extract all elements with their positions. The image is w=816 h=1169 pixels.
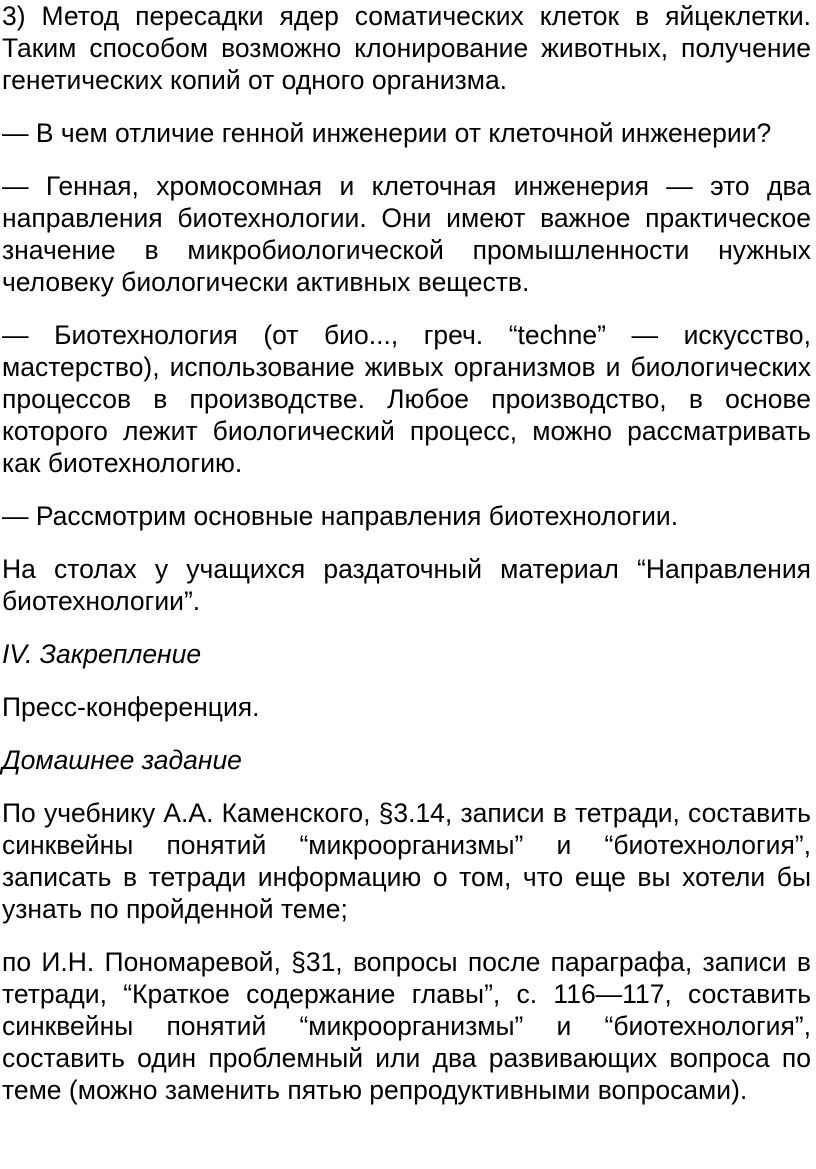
- section-heading-consolidation: IV. Закрепление: [2, 639, 202, 669]
- paragraph-homework-ponomareva: по И.Н. Пономаревой, §31, вопросы после параграфа, записи в тетради, “Краткое содержание главы”, с. 116—117, составить синквейны понятий “микроорганизмы” и “биотехнология”, составить один проблемный или два развивающих вопроса по теме (можно заменить пятью репродуктивными вопросами).: [2, 947, 811, 1105]
- paragraph-homework-kamensky: По учебнику А.А. Каменского, §3.14, записи в тетради, составить синквейны понятий “микроорганизмы” и “биотехнология”, записать в тетради информацию о том, что еще вы хотели бы узнать по пройденной теме;: [2, 798, 811, 924]
- paragraph-method-nuclear-transfer: 3) Метод пересадки ядер соматических клеток в яйцеклетки. Таким способом возможно клонирование животных, получение генетических копий от одного организма.: [2, 1, 811, 95]
- paragraph-answer-engineering: — Генная, хромосомная и клеточная инженерия — это два направления биотехнологии. Они имеют важное практическое значение в микробиологической промышленности нужных человеку биологически активных веществ.: [2, 171, 811, 297]
- paragraph-consider-directions: — Рассмотрим основные направления биотехнологии.: [2, 501, 679, 531]
- paragraph-press-conference: Пресс-конференция.: [2, 692, 260, 722]
- paragraph-handout-material: На столах у учащихся раздаточный материал “Направления биотехнологии”.: [2, 554, 811, 616]
- paragraph-question-difference: — В чем отличие генной инженерии от клеточной инженерии?: [2, 118, 772, 148]
- paragraph-biotechnology-definition: — Биотехнология (от био..., греч. “techne” — искусство, мастерство), использование живых организмов и биологических процессов в производстве. Любое производство, в основе которого лежит биологический процесс, можно рассматривать как биотехнологию.: [2, 320, 811, 478]
- section-heading-homework: Домашнее задание: [2, 745, 242, 775]
